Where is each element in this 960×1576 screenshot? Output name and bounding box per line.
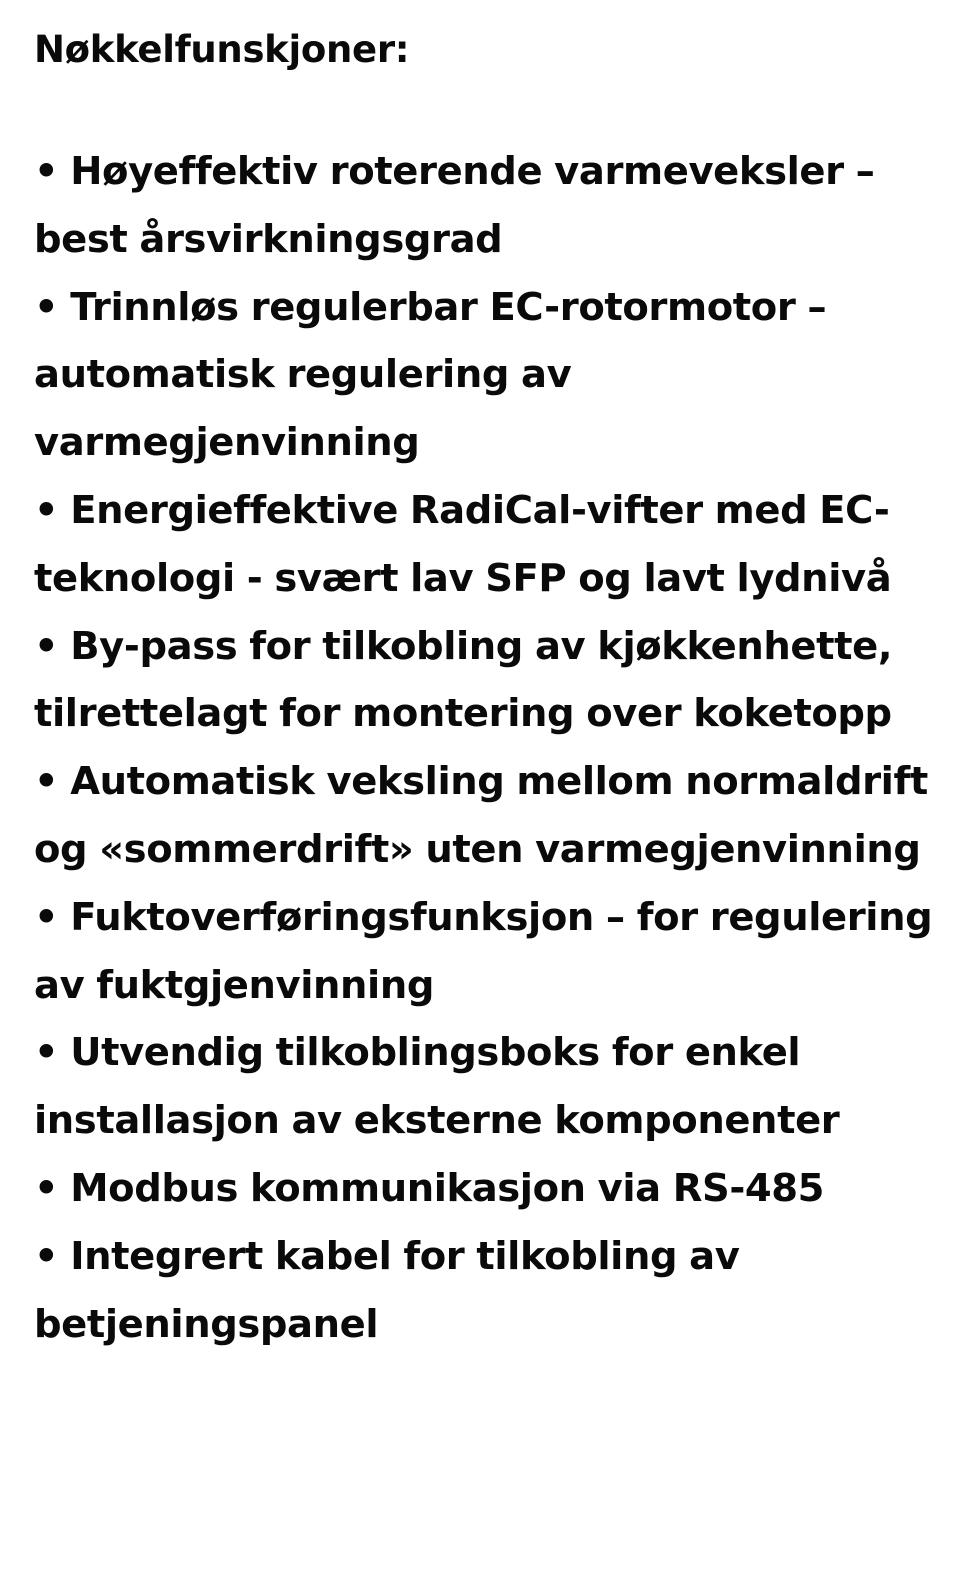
feature-item-fans	[34, 477, 934, 613]
bullet-icon: •	[34, 149, 59, 194]
feature-text: Høyeffektiv roterende varmeveksler – best årsvirkningsgrad	[34, 149, 875, 262]
feature-text: Fuktoverføringsfunksjon – for regulering av fuktgjenvinning	[34, 894, 933, 1008]
page-title: Nøkkelfunskjoner:	[34, 28, 410, 71]
bullet-icon: •	[34, 759, 59, 805]
feature-item-connection-box	[34, 1019, 934, 1155]
feature-text: Integrert kabel for tilkobling av betjeningspanel	[34, 1233, 740, 1347]
feature-item-rotor-motor	[34, 274, 934, 477]
feature-text: Modbus kommunikasjon via RS-485	[70, 1165, 825, 1211]
feature-text: Automatisk veksling mellom normaldrift og «sommerdrift» uten varmegjenvinning	[34, 759, 928, 872]
feature-text: Trinnløs regulerbar EC-rotormotor – automatisk regulering av varmegjenvinning	[34, 284, 827, 466]
feature-item-bypass	[34, 613, 934, 749]
bullet-icon: •	[34, 1165, 59, 1211]
bullet-icon: •	[34, 1030, 59, 1076]
bullet-icon: •	[34, 284, 59, 330]
feature-text: Energieffektive RadiCal-vifter med EC-teknologi - svært lav SFP og lavt lydnivå	[34, 487, 892, 601]
bullet-icon: •	[34, 894, 59, 940]
feature-item-summer-mode	[34, 748, 934, 884]
feature-item-control-panel-cable	[34, 1223, 934, 1359]
feature-item-heat-exchanger	[34, 138, 934, 274]
bullet-icon: •	[34, 1233, 59, 1279]
bullet-icon: •	[34, 623, 59, 669]
feature-item-modbus	[34, 1155, 934, 1223]
bullet-icon: •	[34, 487, 59, 533]
feature-list	[34, 138, 934, 1358]
feature-document	[34, 0, 934, 1358]
feature-item-moisture-transfer	[34, 884, 934, 1020]
feature-text: Utvendig tilkoblingsboks for enkel installasjon av eksterne komponenter	[34, 1030, 840, 1144]
feature-text: By-pass for tilkobling av kjøkkenhette, tilrettelagt for montering over koketopp	[34, 623, 893, 737]
